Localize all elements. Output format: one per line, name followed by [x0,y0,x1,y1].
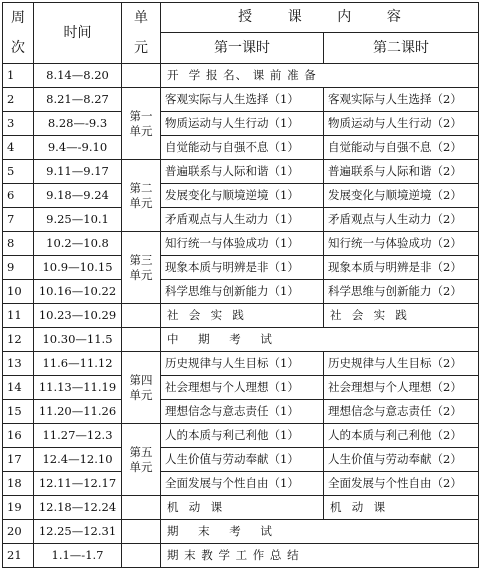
unit-cell [122,64,161,88]
time-cell: 12.25—12.31 [34,520,122,544]
week-cell: 18 [3,472,34,496]
lesson1-cell: 全面发展与个性自由（1） [161,472,324,496]
table-row [3,328,479,352]
lesson1-cell: 人生价值与劳动奉献（1） [161,448,324,472]
lesson2-cell: 人生价值与劳动奉献（2） [324,448,479,472]
lesson1-cell: 普遍联系与人际和谐（1） [161,160,324,184]
lesson2-cell: 矛盾观点与人生动力（2） [324,208,479,232]
lesson1-cell: 自觉能动与自强不息（1） [161,136,324,160]
time-header: 时间 [34,3,122,64]
table-row [3,544,479,568]
lesson2-cell: 全面发展与个性自由（2） [324,472,479,496]
lesson1-cell: 科学思维与创新能力（1） [161,280,324,304]
time-cell: 10.9—10.15 [34,256,122,280]
unit-cell: 第二 单元 [122,160,161,232]
table-row [3,88,479,112]
week-cell: 15 [3,400,34,424]
lesson2-cell: 理想信念与意志责任（2） [324,400,479,424]
table-row [3,64,479,88]
time-cell: 8.28—-9.3 [34,112,122,136]
table-row [3,520,479,544]
week-cell: 12 [3,328,34,352]
merged-cell: 中 期 考 试 [161,328,479,352]
time-cell: 9.4—-9.10 [34,136,122,160]
time-cell: 9.25—10.1 [34,208,122,232]
lesson2-cell: 科学思维与创新能力（2） [324,280,479,304]
lesson1-cell: 物质运动与人生行动（1） [161,112,324,136]
lesson2-cell: 知行统一与体验成功（2） [324,232,479,256]
lesson2-cell: 人的本质与利己利他（2） [324,424,479,448]
lesson2-cell: 社 会 实 践 [324,304,479,328]
merged-cell: 开 学 报 名、 课 前 准 备 [161,64,479,88]
week-cell: 20 [3,520,34,544]
table-row [3,472,479,496]
lesson2-cell: 客观实际与人生选择（2） [324,88,479,112]
week-cell: 2 [3,88,34,112]
lesson2-cell: 物质运动与人生行动（2） [324,112,479,136]
lesson1-cell: 发展变化与顺境逆境（1） [161,184,324,208]
table-row [3,376,479,400]
unit-cell [122,304,161,328]
week-cell: 13 [3,352,34,376]
table-row [3,184,479,208]
time-cell: 9.11—9.17 [34,160,122,184]
lesson1-cell: 矛盾观点与人生动力（1） [161,208,324,232]
unit-cell [122,544,161,568]
table-row [3,232,479,256]
lesson2-cell: 发展变化与顺境逆境（2） [324,184,479,208]
week-cell: 4 [3,136,34,160]
schedule-table [2,2,479,568]
week-cell: 17 [3,448,34,472]
header-row-1 [3,3,479,33]
week-cell: 10 [3,280,34,304]
merged-cell: 期 末 教 学 工 作 总 结 [161,544,479,568]
table-row [3,160,479,184]
lesson2-cell: 自觉能动与自强不息（2） [324,136,479,160]
time-cell: 12.18—12.24 [34,496,122,520]
week-cell: 9 [3,256,34,280]
time-cell: 12.11—12.17 [34,472,122,496]
unit-cell [122,520,161,544]
week-cell: 21 [3,544,34,568]
time-cell: 8.21—8.27 [34,88,122,112]
week-cell: 14 [3,376,34,400]
time-cell: 1.1—-1.7 [34,544,122,568]
week-cell: 6 [3,184,34,208]
week-cell: 7 [3,208,34,232]
time-cell: 8.14—8.20 [34,64,122,88]
lesson1-cell: 知行统一与体验成功（1） [161,232,324,256]
table-row [3,304,479,328]
unit-header: 单 元 [122,3,161,64]
merged-cell: 期 末 考 试 [161,520,479,544]
week-cell: 19 [3,496,34,520]
unit-cell: 第三 单元 [122,232,161,304]
unit-cell: 第四 单元 [122,352,161,424]
lesson1-header: 第一课时 [161,33,324,64]
time-cell: 12.4—12.10 [34,448,122,472]
unit-cell: 第一 单元 [122,88,161,160]
lesson2-cell: 历史规律与人生目标（2） [324,352,479,376]
table-row [3,496,479,520]
table-row [3,352,479,376]
lesson2-cell: 现象本质与明辨是非（2） [324,256,479,280]
time-cell: 11.27—12.3 [34,424,122,448]
time-cell: 10.23—10.29 [34,304,122,328]
content-header: 授 课 内 容 [161,3,479,33]
table-row [3,112,479,136]
table-row [3,280,479,304]
lesson1-cell: 历史规律与人生目标（1） [161,352,324,376]
table-row [3,448,479,472]
unit-cell [122,328,161,352]
lesson1-cell: 理想信念与意志责任（1） [161,400,324,424]
week-cell: 8 [3,232,34,256]
time-cell: 11.20—11.26 [34,400,122,424]
week-cell: 3 [3,112,34,136]
week-cell: 5 [3,160,34,184]
unit-cell [122,496,161,520]
week-cell: 11 [3,304,34,328]
lesson2-header: 第二课时 [324,33,479,64]
table-row [3,400,479,424]
time-cell: 11.13—11.19 [34,376,122,400]
lesson2-cell: 机 动 课 [324,496,479,520]
time-cell: 10.2—10.8 [34,232,122,256]
week-cell: 16 [3,424,34,448]
lesson2-cell: 普遍联系与人际和谐（2） [324,160,479,184]
time-cell: 9.18—9.24 [34,184,122,208]
lesson1-cell: 人的本质与利己利他（1） [161,424,324,448]
lesson1-cell: 社会理想与个人理想（1） [161,376,324,400]
lesson1-cell: 社 会 实 践 [161,304,324,328]
lesson1-cell: 现象本质与明辨是非（1） [161,256,324,280]
table-row [3,256,479,280]
time-cell: 11.6—11.12 [34,352,122,376]
week-header: 周 次 [3,3,34,64]
time-cell: 10.16—10.22 [34,280,122,304]
table-row [3,424,479,448]
lesson2-cell: 社会理想与个人理想（2） [324,376,479,400]
table-row [3,136,479,160]
lesson1-cell: 客观实际与人生选择（1） [161,88,324,112]
table-row [3,208,479,232]
unit-cell: 第五 单元 [122,424,161,496]
lesson1-cell: 机 动 课 [161,496,324,520]
week-cell: 1 [3,64,34,88]
time-cell: 10.30—11.5 [34,328,122,352]
